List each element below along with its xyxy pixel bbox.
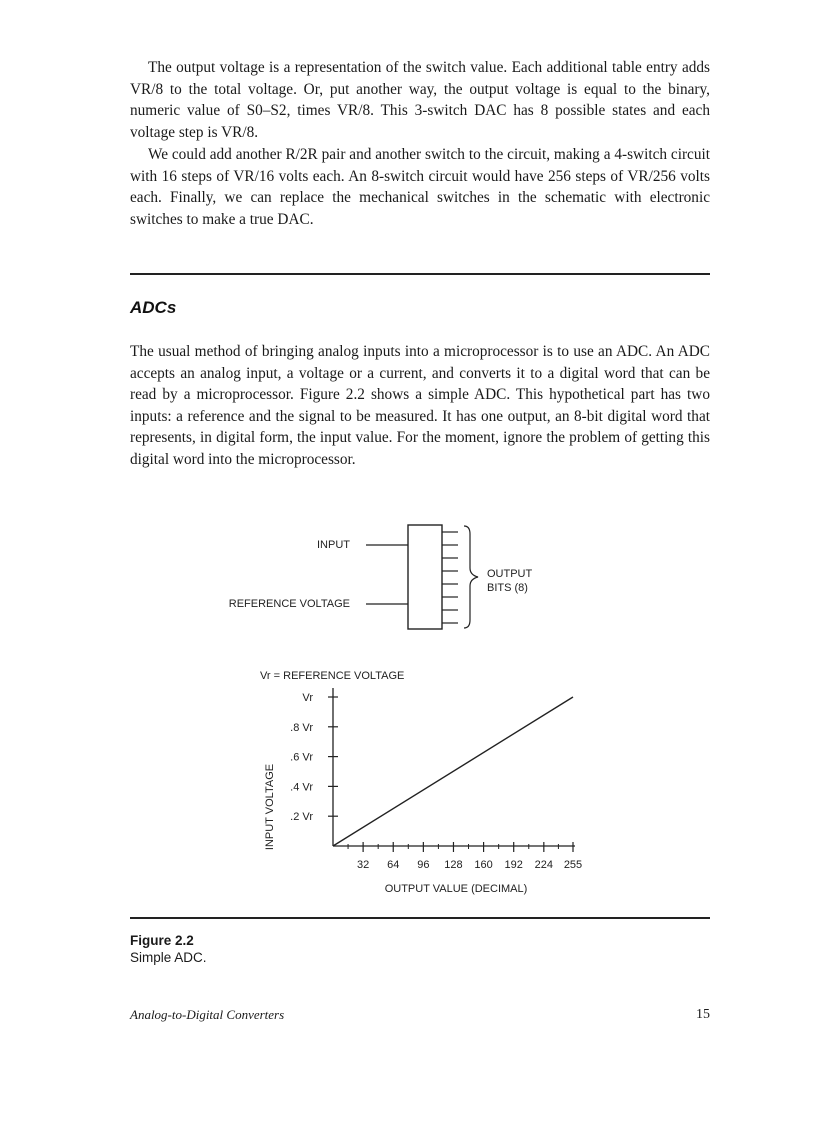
x-tick-label: 255 bbox=[563, 859, 583, 871]
transfer-line bbox=[333, 697, 573, 846]
y-tick-label: .4 Vr bbox=[290, 781, 313, 794]
output-brace bbox=[464, 526, 478, 628]
page-number: 15 bbox=[696, 1007, 710, 1022]
figure-caption-title: Figure 2.2 bbox=[130, 933, 194, 948]
y-tick-label: .2 Vr bbox=[290, 811, 313, 824]
figure-caption-text: Simple ADC. bbox=[130, 950, 207, 965]
reference-voltage-label: REFERENCE VOLTAGE bbox=[228, 598, 350, 610]
x-tick-label: 224 bbox=[534, 859, 554, 871]
input-label: INPUT bbox=[317, 539, 350, 551]
x-tick-label: 128 bbox=[444, 859, 463, 871]
x-axis-label: OUTPUT VALUE (DECIMAL) bbox=[384, 883, 528, 895]
output-bit-lines bbox=[442, 532, 458, 623]
x-tick-label: 96 bbox=[417, 859, 430, 871]
adc-block-diagram bbox=[0, 520, 816, 660]
y-tick-label: .8 Vr bbox=[290, 721, 313, 734]
x-tick-label: 160 bbox=[474, 859, 493, 871]
chart-title: Vr = REFERENCE VOLTAGE bbox=[260, 670, 405, 682]
section-rule-top bbox=[130, 273, 710, 275]
adc-transfer-chart bbox=[0, 660, 816, 900]
section-title: ADCs bbox=[130, 298, 177, 317]
y-axis-label: INPUT VOLTAGE bbox=[264, 763, 276, 851]
y-tick-label: .6 Vr bbox=[290, 751, 313, 764]
y-tick-label: Vr bbox=[302, 692, 313, 704]
x-tick-label: 192 bbox=[504, 859, 523, 871]
x-tick-label: 32 bbox=[356, 859, 370, 871]
running-footer-title: Analog-to-Digital Converters bbox=[130, 1007, 285, 1022]
x-tick-label: 64 bbox=[387, 859, 400, 871]
figure-rule-bottom bbox=[130, 917, 710, 919]
body-paragraph-1: The output voltage is a representation of the switch value. Each additional table entry adds VR/8 to the total voltage. Or, put another way, the output voltage is equal to the binary, numeric value of S0–S2, times VR/8. This 3-switch DAC has 8 possible states and each voltage step is VR/8. bbox=[130, 59, 710, 141]
body-paragraph-3: The usual method of bringing analog inputs into a microprocessor is to use an ADC. An ADC accepts an analog input, a voltage or a current, and converts it to a digital word that can be read by a microprocessor. Figure 2.2 shows a simple ADC. This hypothetical part has two inputs: a reference and the signal to be measured. It has one output, an 8-bit digital word that represents, in digital form, the input value. For the moment, ignore the problem of getting this digital word into the microprocessor. bbox=[130, 343, 710, 468]
adc-box bbox=[408, 525, 442, 629]
output-bits-label-line2: BITS (8) bbox=[487, 582, 528, 594]
output-bits-label-line1: OUTPUT bbox=[487, 568, 533, 580]
body-paragraph-2: We could add another R/2R pair and another switch to the circuit, making a 4-switch circuit with 16 steps of VR/16 volts each. An 8-switch circuit would have 256 steps of VR/256 volts each. Finally, we can replace the mechanical switches in the schematic with electronic switches to make a true DAC. bbox=[130, 146, 710, 228]
